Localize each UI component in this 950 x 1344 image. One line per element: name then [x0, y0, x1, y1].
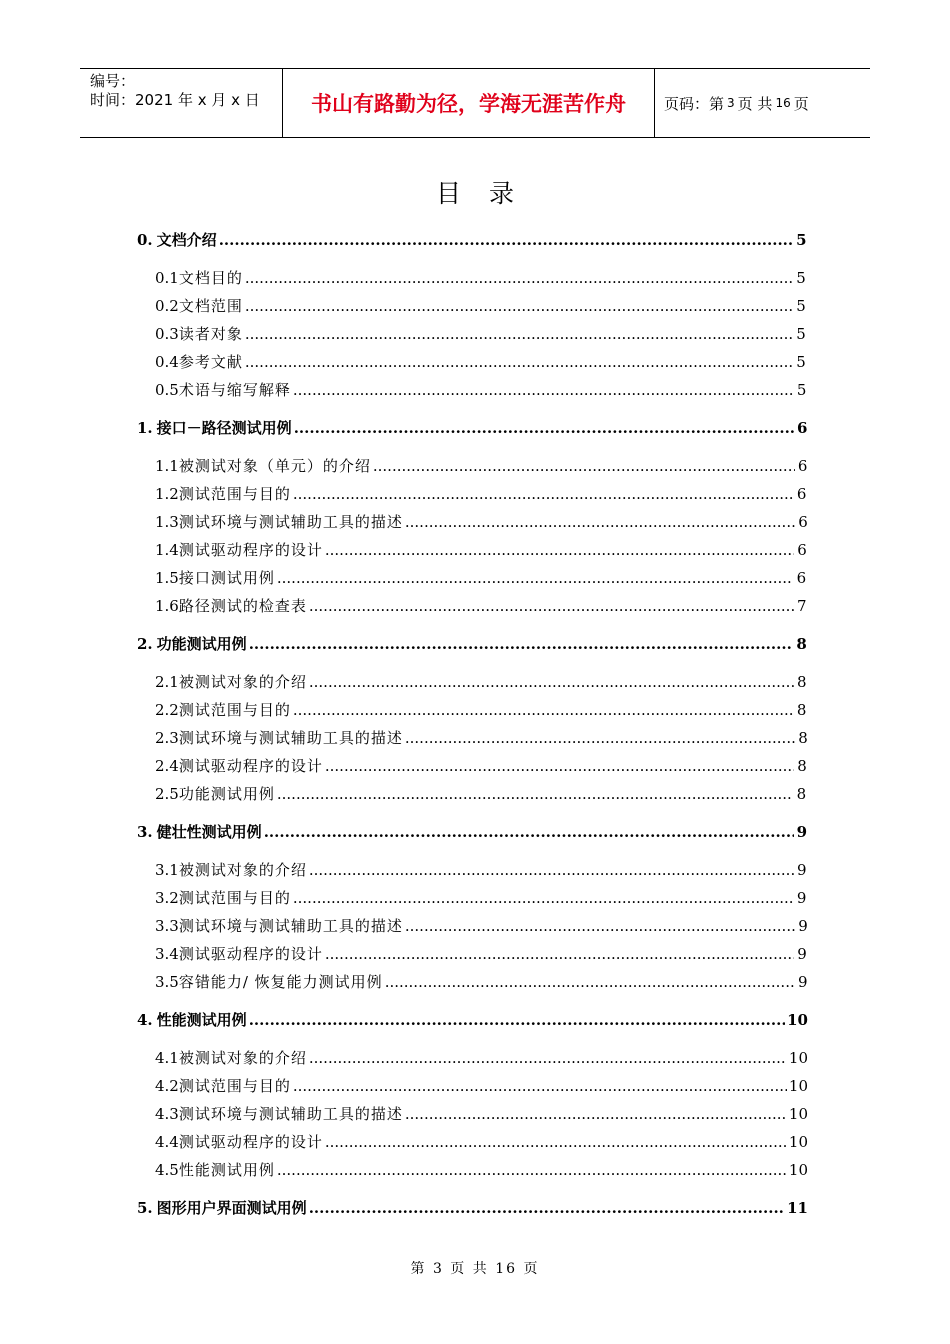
toc-section-entry[interactable] — [137, 755, 808, 783]
toc-section-entry[interactable] — [137, 971, 808, 999]
toc-entry-label: 接口－路径测试用例 — [156, 419, 292, 437]
toc-entry-number: 3.4 — [155, 945, 179, 963]
toc-entry-page: 5 — [796, 325, 806, 343]
toc-dot-leader — [277, 1161, 787, 1179]
header-motto: 书山有路勤为径，学海无涯苦作舟 — [282, 69, 655, 137]
toc-entry-number: 1.2 — [155, 485, 179, 503]
toc-entry-label: 容错能力/ 恢复能力测试用例 — [178, 973, 383, 991]
toc-entry-number: 1.1 — [155, 457, 179, 475]
toc-section-entry[interactable] — [137, 295, 808, 323]
toc-section-entry[interactable] — [137, 379, 808, 407]
toc-entry-number: 4.1 — [155, 1049, 179, 1067]
toc-entry-label: 测试驱动程序的设计 — [178, 757, 323, 775]
toc-entry-page: 8 — [796, 785, 807, 803]
toc-section-entry[interactable] — [137, 1103, 808, 1131]
toc-entry-page: 10 — [788, 1161, 808, 1179]
toc-entry-page: 5 — [796, 353, 806, 371]
toc-section-entry[interactable] — [137, 783, 808, 811]
toc-entry-number: 0.5 — [155, 381, 179, 399]
toc-entry-label: 被测试对象的介绍 — [178, 1049, 307, 1067]
toc-entry-label: 术语与缩写解释 — [178, 381, 291, 399]
toc-entry-number: 1. — [137, 419, 153, 437]
toc-entry-label: 测试范围与目的 — [178, 485, 291, 503]
toc-entry-page: 9 — [796, 823, 808, 841]
toc-entry-label: 测试范围与目的 — [178, 1077, 291, 1095]
toc-section-entry[interactable] — [137, 455, 808, 483]
toc-dot-leader — [309, 1049, 787, 1067]
toc-section-entry[interactable] — [137, 323, 808, 351]
toc-entry-number: 3.5 — [155, 973, 179, 991]
toc-chapter-entry[interactable] — [137, 633, 808, 661]
toc-entry-number: 0.3 — [155, 325, 179, 343]
toc-entry-page: 6 — [796, 419, 808, 437]
toc-entry-label: 图形用户界面测试用例 — [156, 1199, 307, 1217]
document-number-label: 编号： — [90, 72, 136, 90]
toc-entry-number: 4.5 — [155, 1161, 179, 1179]
toc-section-entry[interactable] — [137, 267, 808, 295]
toc-entry-page: 9 — [797, 861, 807, 879]
toc-entry-page: 6 — [796, 569, 807, 587]
toc-dot-leader — [277, 569, 793, 587]
page-mid: 页 共 — [737, 94, 773, 113]
toc-dot-leader — [219, 231, 793, 249]
toc-entry-page: 6 — [797, 541, 807, 559]
toc-entry-page: 11 — [787, 1199, 808, 1217]
toc-dot-leader — [293, 701, 793, 719]
page-prefix: 页码：第 — [664, 94, 725, 113]
toc-entry-number: 2.4 — [155, 757, 179, 775]
page-header — [80, 68, 870, 138]
toc-entry-label: 被测试对象的介绍 — [178, 861, 307, 879]
toc-entry-page: 10 — [787, 1011, 808, 1029]
toc-entry-page: 5 — [796, 381, 807, 399]
toc-entry-page: 8 — [798, 729, 808, 747]
toc-entry-label: 路径测试的检查表 — [178, 597, 307, 615]
toc-dot-leader — [245, 353, 792, 371]
page-total: 16 — [775, 96, 791, 110]
toc-dot-leader — [373, 457, 795, 475]
toc-entry-number: 1.3 — [155, 513, 179, 531]
toc-dot-leader — [293, 889, 793, 907]
toc-entry-page: 8 — [796, 635, 807, 653]
toc-entry-number: 5. — [137, 1199, 153, 1217]
toc-section-entry[interactable] — [137, 567, 808, 595]
toc-dot-leader — [325, 757, 794, 775]
toc-entry-label: 测试范围与目的 — [178, 701, 291, 719]
toc-dot-leader — [277, 785, 793, 803]
toc-section-entry[interactable] — [137, 1075, 808, 1103]
toc-entry-page: 9 — [796, 889, 807, 907]
toc-entry-page: 10 — [788, 1133, 808, 1151]
toc-entry-label: 测试驱动程序的设计 — [178, 945, 323, 963]
toc-dot-leader — [249, 1011, 785, 1029]
toc-entry-number: 3.1 — [155, 861, 179, 879]
toc-entry-number: 3.2 — [155, 889, 179, 907]
toc-dot-leader — [294, 419, 795, 437]
toc-chapter-entry[interactable] — [137, 1009, 808, 1037]
toc-entry-number: 4.4 — [155, 1133, 179, 1151]
toc-dot-leader — [405, 729, 796, 747]
toc-entry-label: 测试环境与测试辅助工具的描述 — [178, 1105, 403, 1123]
toc-entry-number: 2.3 — [155, 729, 179, 747]
toc-entry-label: 测试驱动程序的设计 — [178, 541, 323, 559]
header-info — [80, 69, 282, 137]
toc-section-entry[interactable] — [137, 887, 808, 915]
toc-dot-leader — [309, 861, 794, 879]
toc-section-entry[interactable] — [137, 671, 808, 699]
toc-section-entry[interactable] — [137, 943, 808, 971]
toc-section-entry[interactable] — [137, 483, 808, 511]
toc-dot-leader — [385, 973, 796, 991]
toc-dot-leader — [309, 673, 794, 691]
toc-chapter-entry[interactable] — [137, 1197, 808, 1225]
toc-entry-label: 测试环境与测试辅助工具的描述 — [178, 513, 403, 531]
toc-entry-page: 10 — [788, 1105, 808, 1123]
toc-dot-leader — [249, 635, 794, 653]
toc-entry-label: 功能测试用例 — [178, 785, 275, 803]
toc-dot-leader — [325, 541, 794, 559]
header-page-indicator — [655, 69, 870, 137]
toc-entry-page: 6 — [797, 457, 808, 475]
toc-entry-number: 2. — [137, 635, 153, 653]
toc-entry-label: 测试驱动程序的设计 — [178, 1133, 323, 1151]
table-of-contents — [137, 229, 808, 1225]
toc-entry-page: 6 — [796, 485, 807, 503]
toc-entry-number: 0.1 — [155, 269, 179, 287]
toc-entry-label: 参考文献 — [178, 353, 243, 371]
toc-section-entry[interactable] — [137, 595, 808, 623]
toc-entry-label: 性能测试用例 — [178, 1161, 275, 1179]
toc-entry-page: 5 — [796, 269, 806, 287]
page-suffix: 页 — [793, 94, 809, 113]
toc-entry-number: 2.1 — [155, 673, 179, 691]
toc-entry-page: 5 — [796, 297, 806, 315]
toc-entry-page: 10 — [788, 1077, 808, 1095]
toc-dot-leader — [325, 1133, 787, 1151]
toc-entry-page: 9 — [797, 945, 807, 963]
toc-entry-label: 被测试对象的介绍 — [178, 673, 307, 691]
toc-entry-number: 1.5 — [155, 569, 179, 587]
toc-entry-page: 8 — [796, 701, 807, 719]
toc-section-entry[interactable] — [137, 539, 808, 567]
toc-entry-page: 6 — [798, 513, 808, 531]
toc-dot-leader — [264, 823, 794, 841]
toc-entry-label: 测试环境与测试辅助工具的描述 — [178, 917, 403, 935]
toc-entry-label: 文档目的 — [178, 269, 243, 287]
toc-section-entry[interactable] — [137, 1159, 808, 1187]
toc-section-entry[interactable] — [137, 1131, 808, 1159]
toc-entry-number: 2.2 — [155, 701, 179, 719]
toc-entry-number: 1.6 — [155, 597, 179, 615]
toc-entry-page: 9 — [797, 973, 808, 991]
toc-dot-leader — [245, 325, 792, 343]
toc-dot-leader — [309, 597, 794, 615]
toc-entry-label: 接口测试用例 — [178, 569, 275, 587]
toc-section-entry[interactable] — [137, 351, 808, 379]
toc-section-entry[interactable] — [137, 859, 808, 887]
toc-dot-leader — [245, 269, 792, 287]
toc-dot-leader — [293, 381, 793, 399]
toc-section-entry[interactable] — [137, 511, 808, 539]
toc-entry-page: 8 — [797, 757, 807, 775]
toc-entry-page: 10 — [788, 1049, 808, 1067]
toc-entry-label: 健壮性测试用例 — [156, 823, 262, 841]
toc-dot-leader — [309, 1199, 785, 1217]
toc-entry-number: 3. — [137, 823, 153, 841]
toc-entry-label: 测试范围与目的 — [178, 889, 291, 907]
toc-entry-page: 7 — [797, 597, 807, 615]
toc-dot-leader — [405, 1105, 787, 1123]
page-footer: 第 3 页 共 16 页 — [410, 1261, 540, 1277]
toc-dot-leader — [405, 513, 796, 531]
toc-entry-label: 读者对象 — [178, 325, 243, 343]
toc-chapter-entry[interactable] — [137, 417, 808, 445]
toc-entry-page: 9 — [798, 917, 808, 935]
toc-entry-label: 文档范围 — [178, 297, 243, 315]
toc-dot-leader — [405, 917, 796, 935]
toc-entry-label: 测试环境与测试辅助工具的描述 — [178, 729, 403, 747]
toc-entry-number: 3.3 — [155, 917, 179, 935]
toc-chapter-entry[interactable] — [137, 821, 808, 849]
toc-entry-label: 功能测试用例 — [156, 635, 247, 653]
toc-entry-page: 8 — [797, 673, 807, 691]
toc-entry-number: 1.4 — [155, 541, 179, 559]
toc-dot-leader — [325, 945, 794, 963]
toc-section-entry[interactable] — [137, 1047, 808, 1075]
toc-section-entry[interactable] — [137, 727, 808, 755]
toc-section-entry[interactable] — [137, 915, 808, 943]
toc-entry-number: 2.5 — [155, 785, 179, 803]
toc-entry-number: 0. — [137, 231, 153, 249]
toc-dot-leader — [245, 297, 792, 315]
toc-dot-leader — [293, 1077, 787, 1095]
page-current: 3 — [727, 96, 735, 110]
toc-dot-leader — [293, 485, 793, 503]
toc-entry-number: 0.2 — [155, 297, 179, 315]
toc-entry-label: 被测试对象（单元）的介绍 — [178, 457, 371, 475]
toc-entry-page: 5 — [796, 231, 807, 249]
toc-entry-label: 性能测试用例 — [156, 1011, 247, 1029]
toc-entry-number: 4.3 — [155, 1105, 179, 1123]
toc-entry-label: 文档介绍 — [156, 231, 217, 249]
document-date: 时间：2021 年 x 月 x 日 — [90, 91, 260, 109]
toc-chapter-entry[interactable] — [137, 229, 808, 257]
toc-entry-number: 0.4 — [155, 353, 179, 371]
toc-entry-number: 4.2 — [155, 1077, 179, 1095]
toc-entry-number: 4. — [137, 1011, 153, 1029]
toc-section-entry[interactable] — [137, 699, 808, 727]
toc-title: 目录 — [435, 179, 542, 208]
